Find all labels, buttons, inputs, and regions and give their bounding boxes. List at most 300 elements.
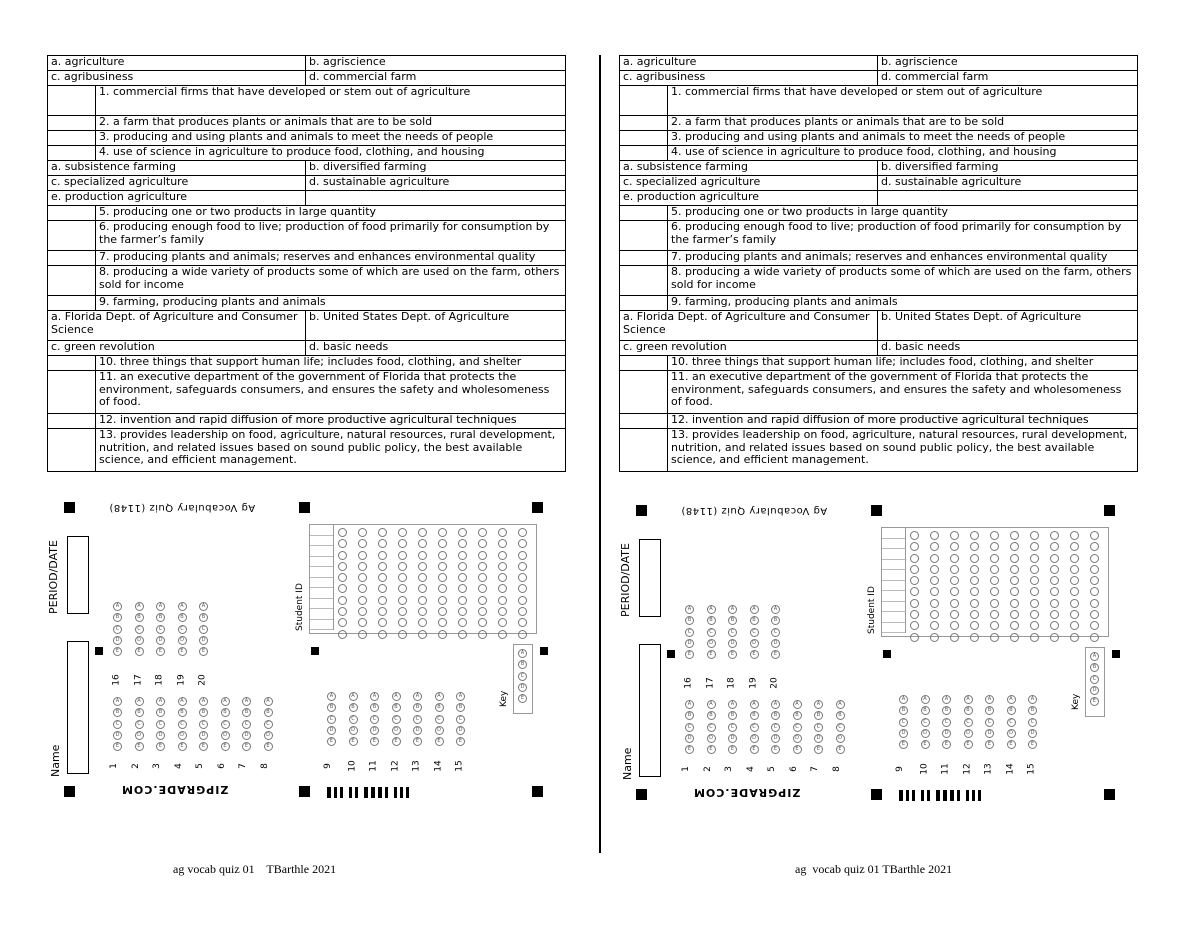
answer-bubble[interactable] xyxy=(1070,587,1079,596)
answer-blank[interactable] xyxy=(620,414,668,429)
answer-bubble[interactable] xyxy=(498,573,507,582)
answer-bubble[interactable] xyxy=(418,630,427,639)
answer-bubble[interactable]: C xyxy=(793,723,802,732)
answer-bubble[interactable]: C xyxy=(456,715,465,724)
answer-bubble[interactable] xyxy=(358,584,367,593)
answer-bubble[interactable]: C xyxy=(771,628,780,637)
answer-bubble[interactable]: C xyxy=(899,718,908,727)
answer-bubble[interactable] xyxy=(1010,621,1019,630)
answer-bubble[interactable]: C xyxy=(435,715,444,724)
answer-bubble[interactable]: D xyxy=(113,636,122,645)
answer-bubble[interactable]: B xyxy=(135,708,144,717)
answer-bubble[interactable] xyxy=(1030,531,1039,540)
answer-blank[interactable] xyxy=(48,86,96,116)
answer-bubble[interactable]: A xyxy=(370,692,379,701)
id-write-cell[interactable] xyxy=(310,557,333,568)
answer-blank[interactable] xyxy=(48,146,96,161)
answer-bubble[interactable] xyxy=(910,576,919,585)
answer-bubble[interactable]: B xyxy=(327,703,336,712)
answer-bubble[interactable]: C xyxy=(135,720,144,729)
answer-bubble[interactable]: A xyxy=(199,697,208,706)
answer-bubble[interactable] xyxy=(910,610,919,619)
answer-bubble[interactable] xyxy=(990,565,999,574)
answer-bubble[interactable]: C xyxy=(156,720,165,729)
answer-bubble[interactable] xyxy=(990,542,999,551)
answer-bubble[interactable] xyxy=(518,562,527,571)
answer-bubble[interactable]: B xyxy=(921,706,930,715)
answer-bubble[interactable]: D xyxy=(964,729,973,738)
answer-bubble[interactable] xyxy=(518,607,527,616)
answer-bubble[interactable] xyxy=(438,528,447,537)
answer-bubble[interactable]: A xyxy=(113,602,122,611)
answer-bubble[interactable]: A xyxy=(771,700,780,709)
answer-bubble[interactable] xyxy=(398,551,407,560)
answer-bubble[interactable] xyxy=(1010,576,1019,585)
answer-bubble[interactable] xyxy=(518,630,527,639)
answer-bubble[interactable]: C xyxy=(921,718,930,727)
answer-bubble[interactable] xyxy=(338,539,347,548)
answer-bubble[interactable]: E xyxy=(156,742,165,751)
answer-bubble[interactable] xyxy=(1010,531,1019,540)
answer-bubble[interactable]: B xyxy=(814,711,823,720)
answer-bubble[interactable] xyxy=(438,562,447,571)
answer-bubble[interactable]: D xyxy=(413,726,422,735)
answer-bubble[interactable] xyxy=(930,531,939,540)
answer-bubble[interactable]: E xyxy=(750,745,759,754)
answer-bubble[interactable] xyxy=(1090,599,1099,608)
answer-bubble[interactable] xyxy=(970,621,979,630)
answer-bubble[interactable] xyxy=(458,618,467,627)
answer-bubble[interactable] xyxy=(970,554,979,563)
answer-bubble[interactable]: B xyxy=(728,711,737,720)
answer-bubble[interactable]: C xyxy=(942,718,951,727)
answer-bubble[interactable]: D xyxy=(435,726,444,735)
answer-bubble[interactable]: A xyxy=(199,602,208,611)
answer-bubble[interactable] xyxy=(1010,610,1019,619)
answer-bubble[interactable] xyxy=(418,573,427,582)
answer-bubble[interactable] xyxy=(990,633,999,642)
answer-bubble[interactable] xyxy=(990,554,999,563)
answer-bubble[interactable]: A xyxy=(771,605,780,614)
answer-bubble[interactable]: D xyxy=(327,726,336,735)
answer-bubble[interactable]: B xyxy=(899,706,908,715)
answer-bubble[interactable]: C xyxy=(985,718,994,727)
answer-bubble[interactable] xyxy=(478,528,487,537)
answer-bubble[interactable] xyxy=(970,565,979,574)
answer-bubble[interactable]: A xyxy=(221,697,230,706)
answer-bubble[interactable]: A xyxy=(707,700,716,709)
answer-bubble[interactable] xyxy=(518,551,527,560)
answer-bubble[interactable]: C xyxy=(113,625,122,634)
answer-bubble[interactable] xyxy=(498,596,507,605)
answer-bubble[interactable]: E xyxy=(728,745,737,754)
answer-blank[interactable] xyxy=(48,131,96,146)
answer-bubble[interactable] xyxy=(1070,576,1079,585)
answer-bubble[interactable] xyxy=(498,551,507,560)
answer-bubble[interactable] xyxy=(930,610,939,619)
answer-bubble[interactable]: B xyxy=(113,708,122,717)
answer-bubble[interactable] xyxy=(478,562,487,571)
answer-bubble[interactable] xyxy=(950,621,959,630)
answer-bubble[interactable] xyxy=(990,531,999,540)
answer-bubble[interactable]: E xyxy=(964,740,973,749)
answer-bubble[interactable]: D xyxy=(135,636,144,645)
answer-bubble[interactable]: E xyxy=(1007,740,1016,749)
answer-bubble[interactable]: E xyxy=(264,742,273,751)
answer-bubble[interactable]: B xyxy=(178,708,187,717)
answer-bubble[interactable]: B xyxy=(199,613,208,622)
answer-blank[interactable] xyxy=(48,206,96,221)
answer-bubble[interactable] xyxy=(358,573,367,582)
answer-bubble[interactable] xyxy=(398,562,407,571)
answer-bubble[interactable]: A xyxy=(178,697,187,706)
id-write-cell[interactable] xyxy=(310,620,333,631)
answer-bubble[interactable]: B xyxy=(685,711,694,720)
answer-bubble[interactable] xyxy=(418,551,427,560)
answer-bubble[interactable]: E xyxy=(771,745,780,754)
answer-bubble[interactable]: E xyxy=(814,745,823,754)
answer-bubble[interactable] xyxy=(418,607,427,616)
answer-blank[interactable] xyxy=(620,356,668,371)
answer-bubble[interactable]: C xyxy=(685,723,694,732)
answer-bubble[interactable]: E xyxy=(327,737,336,746)
answer-bubble[interactable]: B xyxy=(113,613,122,622)
answer-bubble[interactable] xyxy=(518,539,527,548)
answer-bubble[interactable]: C xyxy=(135,625,144,634)
answer-bubble[interactable] xyxy=(950,576,959,585)
answer-bubble[interactable]: E xyxy=(135,742,144,751)
answer-bubble[interactable]: B xyxy=(771,711,780,720)
answer-bubble[interactable] xyxy=(950,599,959,608)
answer-blank[interactable] xyxy=(620,371,668,414)
answer-bubble[interactable]: B xyxy=(135,613,144,622)
answer-bubble[interactable]: E xyxy=(518,694,527,703)
answer-bubble[interactable]: D xyxy=(685,734,694,743)
answer-blank[interactable] xyxy=(48,251,96,266)
answer-bubble[interactable]: E xyxy=(435,737,444,746)
answer-bubble[interactable]: E xyxy=(135,647,144,656)
id-write-cell[interactable] xyxy=(882,570,905,581)
answer-bubble[interactable]: C xyxy=(728,628,737,637)
answer-bubble[interactable] xyxy=(910,633,919,642)
answer-bubble[interactable]: D xyxy=(750,639,759,648)
answer-bubble[interactable] xyxy=(438,607,447,616)
answer-bubble[interactable]: C xyxy=(707,723,716,732)
answer-bubble[interactable]: D xyxy=(707,639,716,648)
answer-bubble[interactable] xyxy=(970,531,979,540)
answer-bubble[interactable]: D xyxy=(199,731,208,740)
answer-bubble[interactable] xyxy=(418,528,427,537)
answer-bubble[interactable]: B xyxy=(728,616,737,625)
answer-bubble[interactable] xyxy=(338,528,347,537)
answer-bubble[interactable] xyxy=(1030,554,1039,563)
answer-bubble[interactable] xyxy=(458,596,467,605)
answer-bubble[interactable] xyxy=(418,539,427,548)
answer-bubble[interactable]: E xyxy=(113,647,122,656)
answer-bubble[interactable] xyxy=(358,607,367,616)
answer-bubble[interactable]: C xyxy=(771,723,780,732)
answer-bubble[interactable] xyxy=(1030,633,1039,642)
answer-bubble[interactable]: A xyxy=(242,697,251,706)
answer-bubble[interactable] xyxy=(1030,587,1039,596)
answer-bubble[interactable]: A xyxy=(1090,652,1099,661)
answer-bubble[interactable]: C xyxy=(1090,675,1099,684)
answer-blank[interactable] xyxy=(48,266,96,296)
answer-bubble[interactable] xyxy=(910,621,919,630)
answer-bubble[interactable]: A xyxy=(814,700,823,709)
answer-bubble[interactable] xyxy=(1050,633,1059,642)
answer-bubble[interactable] xyxy=(1050,531,1059,540)
period-date-box[interactable] xyxy=(639,539,661,617)
answer-bubble[interactable]: D xyxy=(178,731,187,740)
answer-bubble[interactable]: B xyxy=(242,708,251,717)
answer-bubble[interactable]: A xyxy=(327,692,336,701)
answer-bubble[interactable]: A xyxy=(156,602,165,611)
answer-bubble[interactable]: A xyxy=(435,692,444,701)
id-write-cell[interactable] xyxy=(882,539,905,550)
answer-bubble[interactable]: B xyxy=(178,613,187,622)
answer-bubble[interactable] xyxy=(478,607,487,616)
answer-bubble[interactable]: D xyxy=(221,731,230,740)
answer-bubble[interactable] xyxy=(398,573,407,582)
answer-bubble[interactable] xyxy=(378,584,387,593)
answer-bubble[interactable] xyxy=(930,599,939,608)
answer-bubble[interactable] xyxy=(1010,633,1019,642)
answer-bubble[interactable] xyxy=(358,539,367,548)
id-write-cell[interactable] xyxy=(882,591,905,602)
answer-blank[interactable] xyxy=(48,116,96,131)
answer-bubble[interactable]: A xyxy=(685,605,694,614)
answer-bubble[interactable] xyxy=(970,542,979,551)
answer-bubble[interactable] xyxy=(1010,554,1019,563)
answer-bubble[interactable] xyxy=(1050,554,1059,563)
answer-bubble[interactable]: B xyxy=(836,711,845,720)
answer-bubble[interactable]: E xyxy=(921,740,930,749)
answer-bubble[interactable] xyxy=(910,554,919,563)
answer-bubble[interactable]: D xyxy=(518,683,527,692)
answer-bubble[interactable] xyxy=(458,539,467,548)
answer-bubble[interactable] xyxy=(418,596,427,605)
answer-bubble[interactable] xyxy=(910,531,919,540)
answer-bubble[interactable]: B xyxy=(349,703,358,712)
answer-bubble[interactable] xyxy=(378,607,387,616)
answer-bubble[interactable]: D xyxy=(199,636,208,645)
answer-bubble[interactable]: A xyxy=(413,692,422,701)
answer-bubble[interactable]: C xyxy=(964,718,973,727)
answer-bubble[interactable] xyxy=(478,573,487,582)
answer-bubble[interactable] xyxy=(1010,565,1019,574)
answer-bubble[interactable] xyxy=(498,630,507,639)
answer-bubble[interactable] xyxy=(1070,599,1079,608)
answer-bubble[interactable] xyxy=(1010,542,1019,551)
answer-bubble[interactable] xyxy=(418,618,427,627)
answer-bubble[interactable] xyxy=(358,528,367,537)
answer-bubble[interactable] xyxy=(498,562,507,571)
answer-bubble[interactable]: A xyxy=(156,697,165,706)
answer-bubble[interactable] xyxy=(478,539,487,548)
answer-bubble[interactable] xyxy=(1050,610,1059,619)
answer-bubble[interactable]: E xyxy=(1090,697,1099,706)
answer-bubble[interactable] xyxy=(950,554,959,563)
answer-bubble[interactable]: D xyxy=(156,636,165,645)
answer-bubble[interactable] xyxy=(910,599,919,608)
answer-blank[interactable] xyxy=(620,266,668,296)
answer-bubble[interactable] xyxy=(458,573,467,582)
answer-bubble[interactable] xyxy=(910,542,919,551)
id-write-cell[interactable] xyxy=(310,578,333,589)
id-write-cell[interactable] xyxy=(882,549,905,560)
answer-bubble[interactable]: C xyxy=(728,723,737,732)
answer-bubble[interactable]: E xyxy=(707,650,716,659)
answer-bubble[interactable] xyxy=(478,584,487,593)
answer-bubble[interactable]: D xyxy=(728,734,737,743)
answer-bubble[interactable]: B xyxy=(685,616,694,625)
answer-bubble[interactable]: D xyxy=(814,734,823,743)
answer-blank[interactable] xyxy=(620,206,668,221)
answer-bubble[interactable] xyxy=(438,584,447,593)
answer-bubble[interactable]: D xyxy=(921,729,930,738)
answer-bubble[interactable] xyxy=(338,596,347,605)
answer-bubble[interactable] xyxy=(1050,565,1059,574)
answer-bubble[interactable]: C xyxy=(199,720,208,729)
answer-bubble[interactable]: B xyxy=(1090,663,1099,672)
answer-bubble[interactable] xyxy=(970,599,979,608)
answer-bubble[interactable]: E xyxy=(349,737,358,746)
answer-bubble[interactable] xyxy=(1070,565,1079,574)
answer-bubble[interactable] xyxy=(970,576,979,585)
answer-bubble[interactable] xyxy=(398,584,407,593)
answer-bubble[interactable]: E xyxy=(178,742,187,751)
answer-bubble[interactable] xyxy=(950,610,959,619)
answer-bubble[interactable] xyxy=(498,618,507,627)
answer-blank[interactable] xyxy=(620,429,668,472)
answer-bubble[interactable] xyxy=(458,562,467,571)
answer-bubble[interactable]: B xyxy=(156,613,165,622)
answer-bubble[interactable]: D xyxy=(899,729,908,738)
answer-bubble[interactable]: D xyxy=(985,729,994,738)
answer-bubble[interactable]: E xyxy=(199,647,208,656)
answer-bubble[interactable]: E xyxy=(456,737,465,746)
period-date-box[interactable] xyxy=(67,536,89,614)
answer-bubble[interactable]: B xyxy=(942,706,951,715)
answer-bubble[interactable] xyxy=(518,618,527,627)
answer-bubble[interactable] xyxy=(970,587,979,596)
answer-blank[interactable] xyxy=(48,221,96,251)
answer-bubble[interactable]: E xyxy=(113,742,122,751)
answer-bubble[interactable] xyxy=(438,539,447,548)
answer-bubble[interactable]: E xyxy=(242,742,251,751)
answer-bubble[interactable] xyxy=(1090,633,1099,642)
answer-bubble[interactable] xyxy=(1090,542,1099,551)
answer-bubble[interactable]: D xyxy=(771,639,780,648)
answer-bubble[interactable]: A xyxy=(728,700,737,709)
answer-bubble[interactable]: C xyxy=(327,715,336,724)
answer-bubble[interactable] xyxy=(1010,587,1019,596)
answer-bubble[interactable] xyxy=(378,539,387,548)
answer-bubble[interactable]: C xyxy=(156,625,165,634)
answer-bubble[interactable] xyxy=(398,630,407,639)
id-write-cell[interactable] xyxy=(310,588,333,599)
answer-bubble[interactable] xyxy=(910,587,919,596)
answer-bubble[interactable]: D xyxy=(135,731,144,740)
answer-bubble[interactable] xyxy=(1070,621,1079,630)
id-write-cell[interactable] xyxy=(882,560,905,571)
answer-bubble[interactable] xyxy=(1090,587,1099,596)
answer-bubble[interactable]: C xyxy=(518,672,527,681)
id-write-cell[interactable] xyxy=(882,612,905,623)
answer-bubble[interactable]: A xyxy=(685,700,694,709)
answer-bubble[interactable] xyxy=(458,584,467,593)
answer-bubble[interactable]: E xyxy=(221,742,230,751)
answer-bubble[interactable] xyxy=(970,633,979,642)
id-write-cell[interactable] xyxy=(882,602,905,613)
id-write-cell[interactable] xyxy=(310,525,333,536)
id-write-cell[interactable] xyxy=(882,528,905,539)
answer-bubble[interactable] xyxy=(378,573,387,582)
answer-bubble[interactable]: A xyxy=(1007,695,1016,704)
answer-blank[interactable] xyxy=(48,371,96,414)
answer-bubble[interactable] xyxy=(458,630,467,639)
answer-bubble[interactable]: A xyxy=(899,695,908,704)
answer-bubble[interactable]: D xyxy=(370,726,379,735)
answer-bubble[interactable] xyxy=(358,562,367,571)
answer-bubble[interactable] xyxy=(338,607,347,616)
answer-bubble[interactable] xyxy=(398,607,407,616)
answer-bubble[interactable] xyxy=(1070,554,1079,563)
answer-bubble[interactable] xyxy=(930,565,939,574)
answer-bubble[interactable] xyxy=(378,618,387,627)
answer-bubble[interactable]: E xyxy=(728,650,737,659)
answer-bubble[interactable] xyxy=(438,630,447,639)
answer-bubble[interactable]: B xyxy=(1028,706,1037,715)
answer-bubble[interactable]: C xyxy=(836,723,845,732)
answer-blank[interactable] xyxy=(48,414,96,429)
answer-bubble[interactable] xyxy=(1070,542,1079,551)
answer-bubble[interactable]: E xyxy=(178,647,187,656)
answer-bubble[interactable]: A xyxy=(1028,695,1037,704)
answer-bubble[interactable]: E xyxy=(685,650,694,659)
answer-bubble[interactable] xyxy=(1070,633,1079,642)
answer-bubble[interactable] xyxy=(930,576,939,585)
answer-bubble[interactable]: C xyxy=(685,628,694,637)
answer-bubble[interactable]: B xyxy=(199,708,208,717)
answer-bubble[interactable] xyxy=(458,607,467,616)
answer-bubble[interactable]: C xyxy=(264,720,273,729)
answer-bubble[interactable] xyxy=(930,621,939,630)
answer-bubble[interactable]: C xyxy=(750,628,759,637)
answer-bubble[interactable]: D xyxy=(156,731,165,740)
answer-bubble[interactable] xyxy=(398,596,407,605)
answer-blank[interactable] xyxy=(620,221,668,251)
answer-bubble[interactable]: C xyxy=(113,720,122,729)
name-box[interactable] xyxy=(639,644,661,777)
answer-bubble[interactable] xyxy=(518,584,527,593)
answer-bubble[interactable] xyxy=(950,633,959,642)
answer-bubble[interactable]: C xyxy=(413,715,422,724)
answer-bubble[interactable]: E xyxy=(685,745,694,754)
answer-bubble[interactable] xyxy=(930,633,939,642)
answer-bubble[interactable] xyxy=(398,539,407,548)
answer-bubble[interactable]: B xyxy=(707,616,716,625)
answer-bubble[interactable]: B xyxy=(456,703,465,712)
answer-bubble[interactable]: D xyxy=(178,636,187,645)
answer-bubble[interactable] xyxy=(378,551,387,560)
answer-bubble[interactable]: D xyxy=(836,734,845,743)
answer-bubble[interactable]: A xyxy=(750,605,759,614)
answer-bubble[interactable] xyxy=(338,584,347,593)
answer-bubble[interactable] xyxy=(418,562,427,571)
answer-bubble[interactable] xyxy=(478,630,487,639)
